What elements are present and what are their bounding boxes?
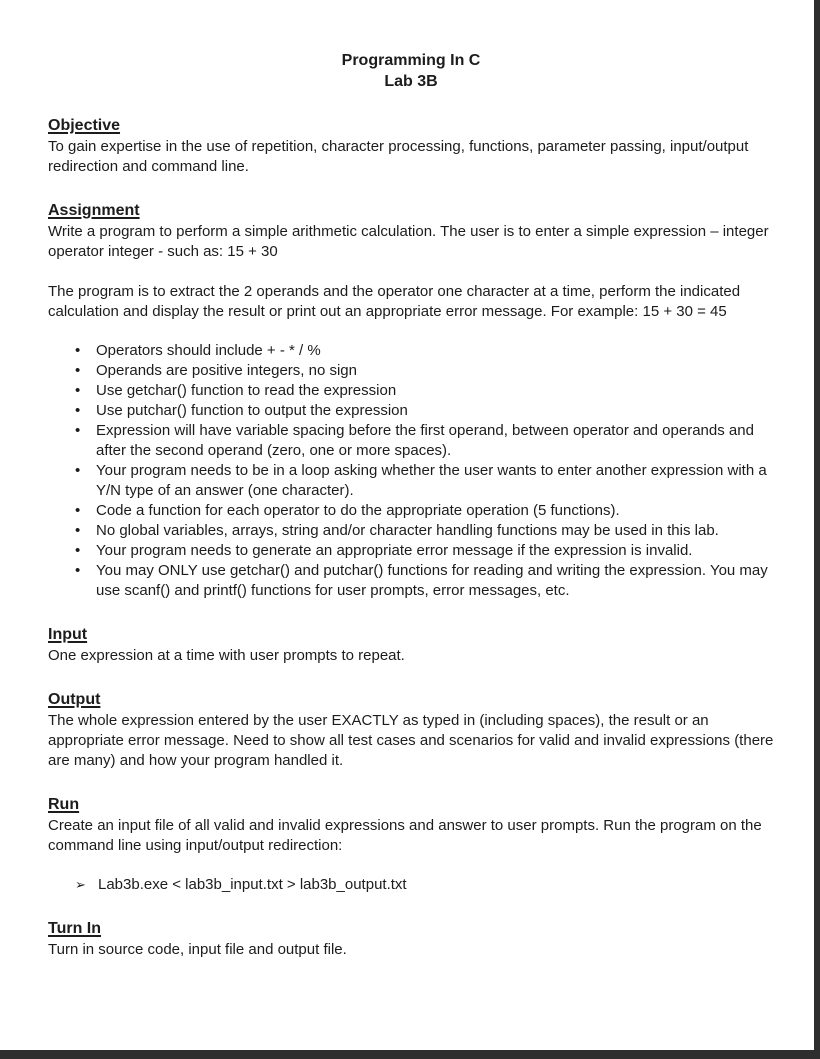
output-text: The whole expression entered by the user EXACTLY as typed in (including spaces), the result or an appropriate error message. Need to show all test cases and scenarios for valid and invalid expressions (there are many) and how your program handled it. [48, 712, 774, 769]
list-item [48, 341, 774, 361]
objective-text: To gain expertise in the use of repetition, character processing, functions, parameter passing, input/output redirection and command line. [48, 138, 749, 175]
bullet-text: Code a function for each operator to do the appropriate operation (5 functions). [96, 502, 620, 519]
title-line-2: Lab 3B [384, 73, 438, 90]
bullet-text: Your program needs to generate an appropriate error message if the expression is invalid. [96, 542, 693, 559]
scan-edge-right [814, 0, 820, 1059]
bullet-icon: • [75, 422, 81, 439]
heading-input: Input [48, 626, 88, 643]
bullet-icon: • [75, 362, 81, 379]
bullet-icon: • [75, 462, 81, 479]
section-output [48, 689, 774, 771]
assignment-bullet-list [48, 341, 774, 601]
run-command-list [48, 875, 774, 895]
bullet-text: Operators should include + - * / % [96, 342, 321, 359]
list-item [48, 521, 774, 541]
command-line-text: Lab3b.exe < lab3b_input.txt > lab3b_output.txt [98, 876, 407, 893]
run-text: Create an input file of all valid and invalid expressions and answer to user prompts. Run the program on the command line using input/output redirection: [48, 817, 762, 854]
bullet-icon: • [75, 542, 81, 559]
list-item [48, 421, 774, 461]
title-line-1: Programming In C [341, 52, 481, 69]
bullet-icon: • [75, 382, 81, 399]
bullet-text: Use putchar() function to output the expression [96, 402, 408, 419]
list-item [48, 541, 774, 561]
bullet-text: No global variables, arrays, string and/or character handling functions may be used in this lab. [96, 522, 719, 539]
bullet-text: Use getchar() function to read the expression [96, 382, 397, 399]
heading-assignment: Assignment [48, 202, 140, 219]
bullet-text: You may ONLY use getchar() and putchar() functions for reading and writing the expression. You may use scanf() and printf() functions for user prompts, error messages, etc. [96, 562, 768, 599]
arrowhead-bullet-icon: ➢ [75, 877, 86, 892]
assignment-paragraph-1: Write a program to perform a simple arithmetic calculation. The user is to enter a simple expression – integer operator integer - such as: 15 + 30 [48, 223, 769, 260]
bullet-icon: • [75, 522, 81, 539]
section-run [48, 794, 774, 895]
bullet-icon: • [75, 342, 81, 359]
list-item [48, 361, 774, 381]
list-item [48, 461, 774, 501]
bullet-text: Your program needs to be in a loop asking whether the user wants to enter another expression with a Y/N type of an answer (one character). [96, 462, 767, 499]
list-item [48, 561, 774, 601]
input-text: One expression at a time with user prompts to repeat. [48, 647, 405, 664]
document-title [48, 50, 774, 92]
command-line-item [48, 875, 774, 895]
section-objective [48, 115, 774, 177]
bullet-icon: • [75, 502, 81, 519]
bullet-icon: • [75, 562, 81, 579]
heading-turn-in: Turn In [48, 920, 102, 937]
turn-in-text: Turn in source code, input file and output file. [48, 941, 347, 958]
list-item [48, 401, 774, 421]
heading-run: Run [48, 796, 80, 813]
heading-output: Output [48, 691, 101, 708]
list-item [48, 381, 774, 401]
section-turn-in [48, 918, 774, 960]
list-item [48, 501, 774, 521]
bullet-icon: • [75, 402, 81, 419]
section-input [48, 624, 774, 666]
bullet-text: Operands are positive integers, no sign [96, 362, 357, 379]
bullet-text: Expression will have variable spacing before the first operand, between operator and operands and after the second operand (zero, one or more spaces). [96, 422, 754, 459]
assignment-paragraph-2: The program is to extract the 2 operands and the operator one character at a time, perform the indicated calculation and display the result or print out an appropriate error message. For example: 15 + 30 = 45 [48, 283, 741, 320]
heading-objective: Objective [48, 117, 121, 134]
scan-edge-bottom [0, 1050, 820, 1059]
section-assignment [48, 200, 774, 601]
